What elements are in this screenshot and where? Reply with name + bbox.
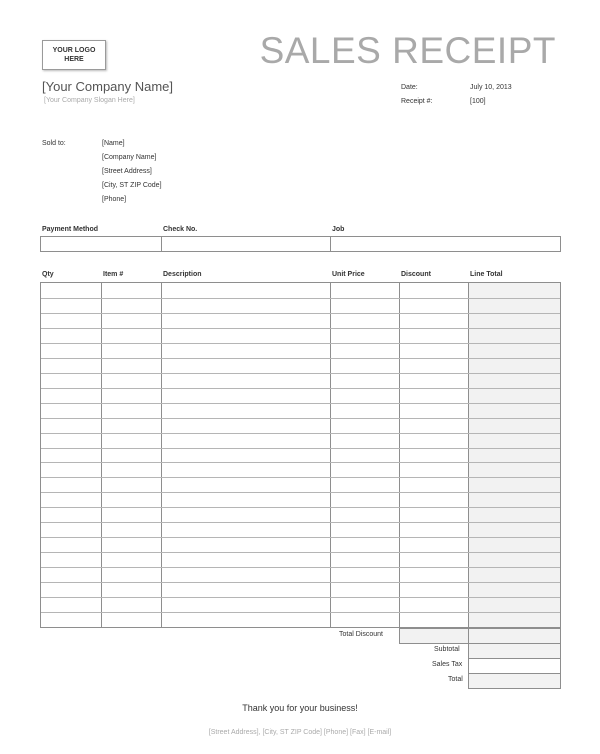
col-header-unit-price: Unit Price xyxy=(332,271,365,278)
logo-line-1: YOUR LOGO xyxy=(52,47,96,54)
footer-contact-info: [Street Address], [City, ST ZIP Code] [Phone] [Fax] [E-mail] xyxy=(208,729,392,736)
table-row-divider xyxy=(41,343,560,344)
table-row-divider xyxy=(41,477,560,478)
job-label: Job xyxy=(332,226,345,233)
logo-line-2: HERE xyxy=(64,56,84,63)
subtotal-field[interactable] xyxy=(468,643,561,659)
receipt-number-label: Receipt #: xyxy=(401,98,433,105)
table-row-divider xyxy=(41,313,560,314)
thank-you-message: Thank you for your business! xyxy=(242,703,358,713)
total-label: Total xyxy=(448,676,463,683)
table-row-divider xyxy=(41,448,560,449)
payment-method-field[interactable] xyxy=(41,237,161,251)
table-row-divider xyxy=(41,358,560,359)
table-row-divider xyxy=(41,418,560,419)
sold-to-label: Sold to: xyxy=(42,140,66,147)
table-row-divider xyxy=(41,552,560,553)
company-name[interactable]: [Your Company Name] xyxy=(42,79,174,94)
total-discount-linetotal-field[interactable] xyxy=(468,628,561,644)
table-row-divider xyxy=(41,328,560,329)
table-row-divider xyxy=(41,612,560,613)
receipt-number-value[interactable]: [100] xyxy=(470,98,486,105)
table-row-divider xyxy=(41,522,560,523)
table-row-divider xyxy=(41,492,560,493)
table-row-divider xyxy=(41,462,560,463)
col-header-discount: Discount xyxy=(401,271,431,278)
table-row-divider xyxy=(41,507,560,508)
sales-tax-field[interactable] xyxy=(468,658,561,674)
date-label: Date: xyxy=(401,84,418,91)
table-row-divider xyxy=(41,433,560,434)
total-discount-field[interactable] xyxy=(399,628,469,644)
document-title: SALES RECEIPT xyxy=(259,30,556,71)
table-row-divider xyxy=(41,537,560,538)
table-row-divider xyxy=(41,388,560,389)
total-field[interactable] xyxy=(468,673,561,689)
payment-method-label: Payment Method xyxy=(42,226,99,233)
table-row-divider xyxy=(41,597,560,598)
sold-to-city[interactable]: [City, ST ZIP Code] xyxy=(102,182,162,189)
table-row-divider xyxy=(41,582,560,583)
company-logo-placeholder xyxy=(42,40,106,70)
subtotal-label: Subtotal xyxy=(434,646,460,653)
table-row-divider xyxy=(41,403,560,404)
col-header-qty: Qty xyxy=(42,271,54,278)
sold-to-street[interactable]: [Street Address] xyxy=(102,168,152,175)
line-total-column-shading xyxy=(469,283,560,627)
job-field[interactable] xyxy=(331,237,560,251)
sold-to-phone[interactable]: [Phone] xyxy=(102,196,127,203)
sales-tax-label: Sales Tax xyxy=(432,661,463,668)
check-number-label: Check No. xyxy=(163,226,198,233)
date-value[interactable]: July 10, 2013 xyxy=(470,84,512,91)
table-row-divider xyxy=(41,567,560,568)
sold-to-company[interactable]: [Company Name] xyxy=(102,154,157,161)
col-header-line-total: Line Total xyxy=(470,271,503,278)
table-row-divider xyxy=(41,373,560,374)
total-discount-label: Total Discount xyxy=(339,631,383,638)
col-header-description: Description xyxy=(163,271,202,278)
items-table xyxy=(40,282,561,628)
col-header-item-number: Item # xyxy=(103,271,124,278)
table-row-divider xyxy=(41,298,560,299)
check-number-field[interactable] xyxy=(162,237,330,251)
company-slogan[interactable]: [Your Company Slogan Here] xyxy=(44,97,135,104)
sold-to-name[interactable]: [Name] xyxy=(102,140,125,147)
